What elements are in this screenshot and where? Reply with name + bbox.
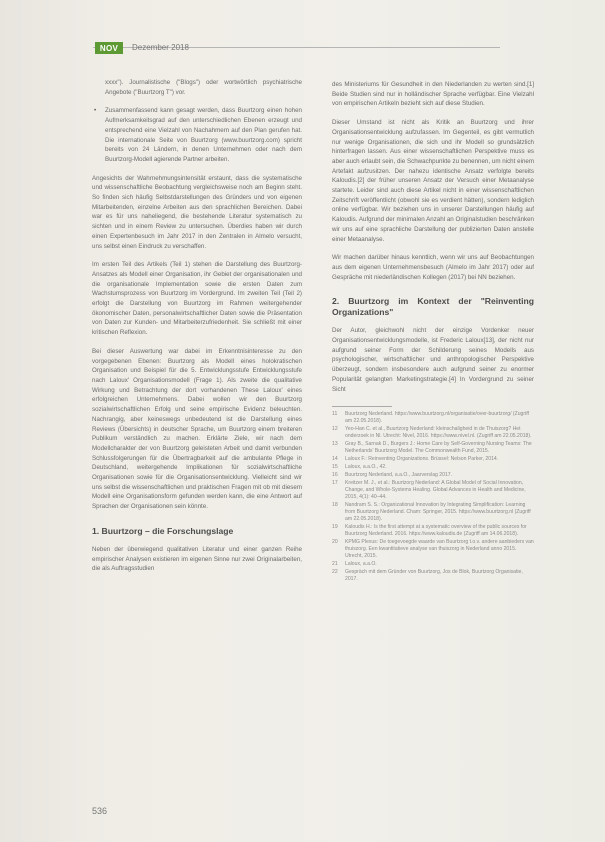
- page-number: 536: [92, 806, 108, 816]
- paragraph: Wir machen darüber hinaus kenntlich, wenn wir uns auf Beobachtungen aus dem eigenen Unternehmensbesuch (Almelo im Jahr 2017) oder auf Gespräche mit niederländischen Kollegen (2017) bei NN beziehen.: [332, 254, 534, 281]
- paragraph: Im ersten Teil des Artikels (Teil 1) stehen die Darstellung des Buurtzorg-Ansatzes als Modell einer Organisation, ihr Gebiet der organisationalen und die organisationale Implementation sowie die ersten Daten zum Wachstumsprozess von Buurtzorg im Vordergrund. Im zweiten Teil (Teil 2) erfolgt die Darstellung von Buurtzorg im Rahmen weitergehender ökonomischer Daten, personalwirtschaftlicher Daten sowie die Präsentation von Daten zur Kunden- und Mitarbeiterzufriedenheit. Sie schließt mit einer kritischen Reflexion.: [92, 261, 302, 337]
- footnote: 14 Laloux F.: Reinventing Organizations. Brüssel: Nelson Parker, 2014.: [332, 456, 499, 463]
- paragraph: Dieser Umstand ist nicht als Kritik an Buurtzorg und ihrer Organisationsentwicklung aufzufassen. Im Gegenteil, es gibt vermutlich nur wenige Organisationen, die sich und ihr Modell so grundsätzlich hinterfragen lassen. Aus einer wissenschaftlichen Perspektive muss es aber auch erlaubt sein, die Schwachpunkte zu benennen, um nicht einem Artefakt aufzusitzen. Der nahezu identische Ansatz verfolgte bereits Kaloudis.[2] der früher unseren Ansatz der Versuch einer Metaanalyse startete. Leider sind auch diese Artikel nicht in einer wissenschaftlichen Zeitschrift veröffentlicht (obwohl sie es verdient hätten), sondern lediglich online verfügbar. Wir beziehen uns in unserer Darstellungen häufig auf Kaloudis. Aufgrund der minimalen Anzahl an Originalstudien beschränken wir uns auf eine sprachliche Darstellung der publizierten Daten anstelle einer Metaanalyse.: [332, 119, 534, 243]
- paragraph: xxxx"). Journalistische ("Blogs") oder wortwörtlich psychiatrische Angebote ("Buurtzorg T") vor.: [105, 79, 302, 96]
- footnote: 11 Buurtzorg Nederland. https://www.buurtzorg.nl/organisatie/over-buurtzorg/ (Zugriff am 22.05.2018).: [332, 411, 529, 425]
- footnote: 15 Laloux, a.a.O., 42.: [332, 464, 387, 471]
- footnote: 21 Laloux, a.a.O.: [332, 561, 377, 568]
- paragraph: Der Autor, gleichwohl nicht der einzige Vordenker neuer Organisationsentwicklungsmodelle, ist Frederic Laloux[13], der nicht nur aufgrund seiner Form der Schilderung seines Modells aus psychologischer, wirtschaftlicher und anthropologischer Perspektive überzeugt, sondern insbesondere auch aufgrund seiner zu enormer Popularität gelangten Marketingstrategie.[4] In Vordergrund zu seiner Sicht: [332, 327, 534, 393]
- paragraph: Angesichts der Wahrnehmungsintensität erstaunt, dass die systematische und wissenschaftliche Beobachtung vergleichsweise noch am Beginn steht. So finden sich häufig Selbstdarstellungen des Gründers und von eigenen Mitarbeitenden, einzelne Arbeiten aus den sprachlichen Bereichen. Dabei war es für uns naheliegend, die bestehende Literatur systematisch zu sichten und in einem Review zu untersuchen. Überdies haben wir durch einen Expertenbesuch im Jahr 2017 in den Zentralen in Almelo versucht, uns selbst einen Eindruck zu verschaffen.: [92, 174, 302, 250]
- bullet-paragraph: • Zusammenfassend kann gesagt werden, dass Buurtzorg einen hohen Aufmerksamkeitsgrad auf den unterschiedlichen Ebenen erzeugt und entsprechend eine Vielzahl von Nachahmern auf den Plan gerufen hat. Die internationale Seite von Buurtzorg (www.buurtzorg.com) spricht bereits von 24 Ländern, in denen Unternehmen oder nach dem Buurtzorg-Modell agierende Partner arbeiten.: [92, 106, 302, 164]
- paragraph: des Ministeriums für Gesundheit in den Niederlanden zu werten sind.[1] Beide Studien sind nur in holländischer Sprache verfügbar. Eine Vielzahl von empirischen Artikeln bezieht sich auf diese Studien.: [332, 81, 534, 108]
- footnote: 12 Yeo-Han C. et al., Buurtzorg Nederland: kleinschaligheid in de Thuiszorg? Het onderzoek in Nl. Utrecht: Nivel, 2016. https://www.nivel.nl. (Zugriff am 22.05.2018).: [332, 426, 532, 440]
- issue-date: Dezember 2018: [132, 43, 189, 52]
- footnote: 20 KPMG Plexus: De toegevoegde waarde van Buurtzorg t.o.v. andere aanbieders van thuiszorg. Een kwantitatieve analyse van thuiszorg in Nederland anno 2015. Utrecht, 2015.: [332, 539, 534, 560]
- footnote: 18 Nandram S. S.: Organizational Innovation by Integrating Simplification: Learning from Buurtzorg Nederland. Cham: Springer, 2015. https://www.buurtzorg.nl (Zugriff am 22.05.2018).: [332, 502, 531, 523]
- left-column: [92, 78, 302, 583]
- section-heading: 2. Buurtzorg im Kontext der "Reinventing Organizations": [332, 296, 534, 318]
- journal-badge: NOV: [95, 42, 123, 54]
- footnote: 22 Gespräch mit dem Gründer von Buurtzorg, Jos de Blok, Buurtzorg Organisatie, 2017.: [332, 569, 523, 583]
- footnote: 13 Gray B., Sarnak D., Burgers J.: Home Care by Self-Governing Nursing Teams: The Netherlands' Buurtzorg Model. The Commonwealth Fund, 2015.: [332, 441, 532, 455]
- paragraph: Bei dieser Auswertung war dabei im Erkenntnisinteresse zu den vorgegebenen Ebenen: Buurtzorg als Modell eines holokratischen Organisation und Beispiel für die 5. Entwicklungsstufe Entwicklungsstufe nach Laloux' Organisationsmodell (Frage 1). Als zweite die qualitative Wirkung und Betrachtung der dort vorhandenen These Laloux' eines erfolgreichen Unternehmens. Dabei wollen wir den Buurtzorg sozialwirtschaftlichen Erfolg und seine empirische Evidenz beleuchten. Nachrangig, aber keineswegs unbedeutend ist die Darstellung eines Reviews (Übersichts) in deutscher Sprache, um Buurtzorg einem breiteren Publikum verständlich zu machen. Erklärte Ziele, wir nach dem Modellcharakter der von Buurtzorg geleisteten Arbeit und damit verbunden Schlussfolgerungen für die Übertragbarkeit auf die ambulante Pflege in Deutschland, weitergehende Implikationen für sozialwirtschaftliche Organisationen sowie für die Organisationsentwicklung. Vielleicht sind wir uns selbst die wissenschaftlichen und praktischen Fragen mit ob mit diesem Modell eine Organisationsform gefunden werden kann, die eine Antwort auf Sprachen der Organisationen sein könnte.: [92, 347, 302, 511]
- footnotes: [332, 406, 534, 583]
- paragraph: Neben der überwiegend qualitativen Literatur und einer ganzen Reihe empirischer Analysen existieren im eigenen Sinne nur zwei Originalarbeiten, die als Auftragsstudien: [92, 545, 302, 573]
- footnote-rule: [332, 406, 392, 407]
- right-column: [332, 80, 534, 584]
- section-heading: 1. Buurtzorg – die Forschungslage: [92, 525, 234, 536]
- footnote: 17 Kreitzer M. J., et al.: Buurtzorg Nederland: A Global Model of Social Innovation, Change, and Whole-Systems Healing. Global Advances in Health and Medicine, 2015, 4(1): 40–44.: [332, 480, 526, 501]
- footnote: 19 Kaloudis H.: Is the first attempt at a systematic overview of the public sources for Buurtzorg Nederland. 2016. https://www.kaloudis.de (Zugriff am 14.06.2018).: [332, 524, 527, 538]
- footnote: 16 Buurtzorg Nederland, a.a.O., Jaarverslag 2017.: [332, 472, 453, 479]
